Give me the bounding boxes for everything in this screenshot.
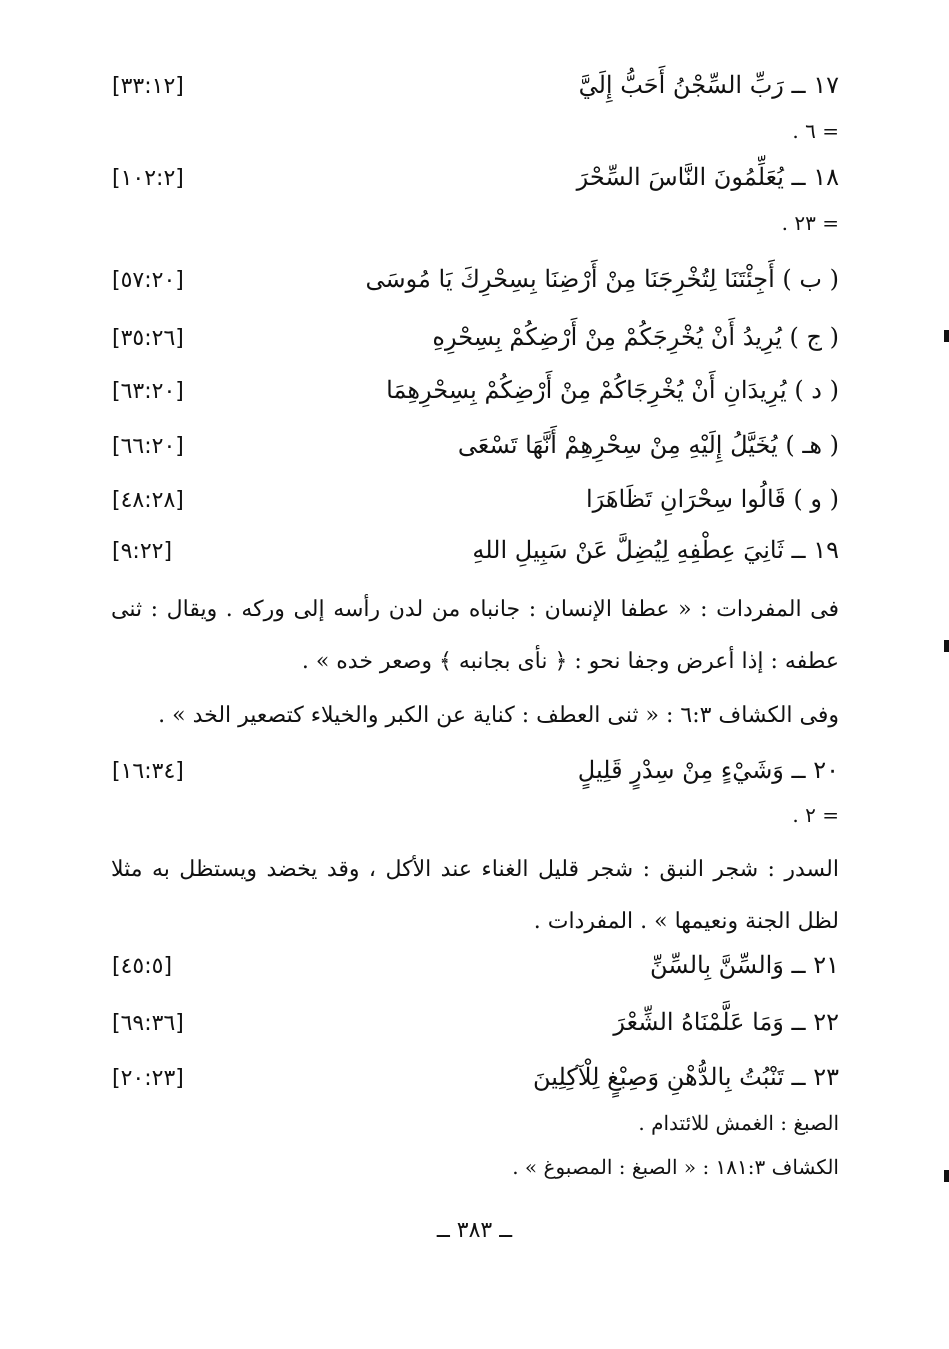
entry-22-text: ٢٢ ــ وَمَا عَلَّمْنَاهُ الشِّعْرَ (613, 1008, 839, 1036)
entry-18c-ref: [٣٥:٢٦] (112, 326, 184, 351)
entry-18-equal: = ٢٣ . (781, 211, 839, 235)
entry-23-ref: [٢٠:٢٣] (112, 1066, 184, 1091)
page-number: ــ ٣٨٣ ــ (436, 1218, 513, 1243)
entry-19-ref: [٩:٢٢] (112, 539, 173, 564)
commentary-mufradat: فى المفردات : « عطفا الإنسان : جانباه من لدن رأسه إلى وركه . ويقال : ثنى عطفه : إذا أعرض وجفا نحو : ﴿ نأى بجانبه ﴾ وصعر خده » . (111, 597, 839, 674)
entry-17-text: ١٧ ــ رَبِّ السِّجْنُ أَحَبُّ إِلَيَّ (578, 71, 839, 99)
entry-17-ref: [٣٣:١٢] (112, 74, 184, 99)
entry-23-text: ٢٣ ــ تَنْبُتُ بِالدُّهْنِ وَصِبْغٍ لِلْآكِلِينَ (532, 1063, 839, 1091)
entry-18f-ref: [٤٨:٢٨] (112, 488, 184, 513)
entry-22-ref: [٦٩:٣٦] (112, 1011, 184, 1036)
entry-20-text: ٢٠ ــ وَشَيْءٍ مِنْ سِدْرٍ قَلِيلٍ (577, 756, 839, 784)
scan-edge-mark (944, 330, 949, 342)
entry-18b-text: ( ب ) أَجِئْتَنَا لِتُخْرِجَنَا مِنْ أَرْضِنَا بِسِحْرِكَ يَا مُوسَى (365, 265, 839, 293)
entry-18f-text: ( و ) قَالُوا سِحْرَانِ تَظَاهَرَا (585, 485, 839, 513)
entry-18b-ref: [٥٧:٢٠] (112, 268, 184, 293)
note-sibgh: الصبغ : الغمش للائتدام . (638, 1111, 839, 1135)
entry-17-equal: = ٦ . (792, 119, 839, 143)
entry-18c-text: ( ج ) يُرِيدُ أَنْ يُخْرِجَكُمْ مِنْ أَرْضِكُمْ بِسِحْرِهِ (432, 323, 839, 351)
entry-21-ref: [٤٥:٥] (112, 954, 173, 979)
scan-edge-mark (944, 640, 949, 652)
entry-18e-ref: [٦٦:٢٠] (112, 434, 184, 459)
entry-18-ref: [١٠٢:٢] (112, 166, 184, 191)
entry-18-text: ١٨ ــ يُعَلِّمُونَ النَّاسَ السِّحْرَ (576, 163, 839, 191)
entry-19-text: ١٩ ــ ثَانِيَ عِطْفِهِ لِيُضِلَّ عَنْ سَبِيلِ اللهِ (472, 536, 839, 564)
commentary-kashshaf: وفى الكشاف ٦:٣ : « ثنى العطف : كناية عن الكبر والخيلاء كتصعير الخد » . (158, 703, 839, 728)
entry-21-text: ٢١ ــ وَالسِّنَّ بِالسِّنِّ (650, 951, 839, 979)
note-kashshaf: الكشاف ١٨١:٣ : « الصبغ : المصبوغ » . (512, 1155, 839, 1179)
commentary-sidr: السدر : شجر النبق : شجر قليل الغناء عند الأكل ، وقد يخضد ويستظل به مثلا لظل الجنة ونعيمها » . المفردات . (111, 857, 839, 934)
entry-18d-ref: [٦٣:٢٠] (112, 379, 184, 404)
entry-20-ref: [١٦:٣٤] (112, 759, 184, 784)
entry-18d-text: ( د ) يُرِيدَانِ أَنْ يُخْرِجَاكُمْ مِنْ أَرْضِكُمْ بِسِحْرِهِمَا (386, 376, 839, 404)
entry-18e-text: ( هـ ) يُخَيَّلُ إِلَيْهِ مِنْ سِحْرِهِمْ أَنَّهَا تَسْعَى (457, 431, 839, 459)
entry-20-equal: = ٢ . (792, 803, 839, 827)
scan-edge-mark (944, 1170, 949, 1182)
